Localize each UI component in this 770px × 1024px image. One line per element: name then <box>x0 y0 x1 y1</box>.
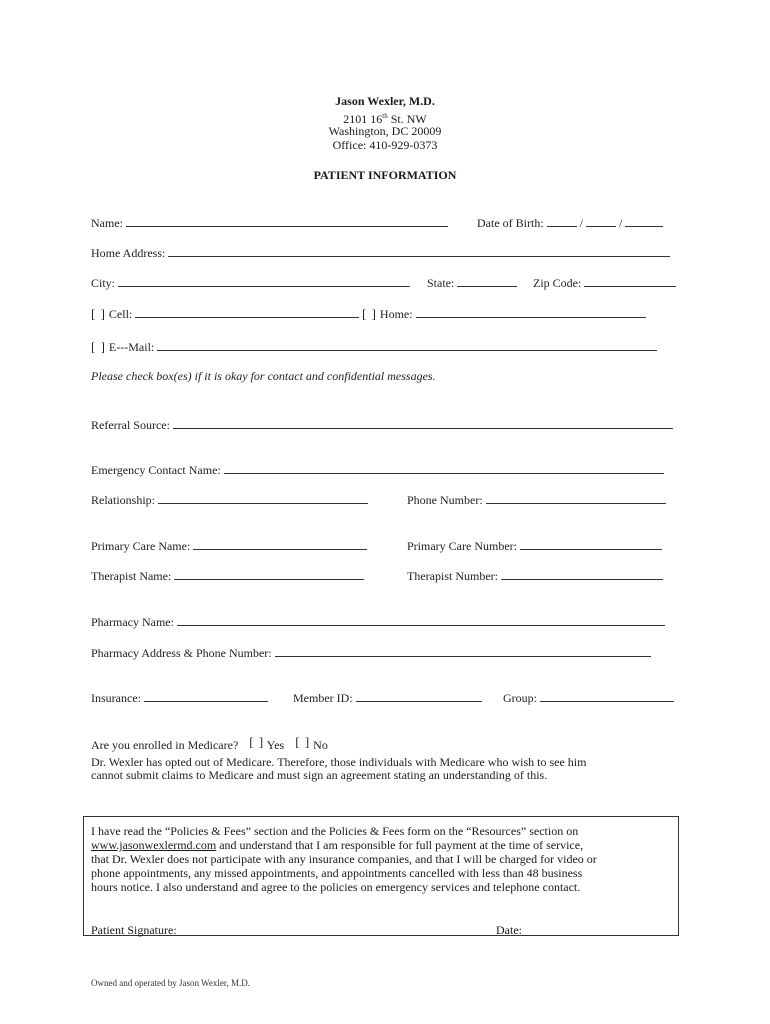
footer-note: Owned and operated by Jason Wexler, M.D. <box>91 978 250 988</box>
email-checkbox[interactable]: [ ] <box>91 339 106 354</box>
insurance-row <box>91 689 268 706</box>
agreement-line-1: I have read the “Policies & Fees” section and the Policies & Fees form on the “Resources” section on <box>91 824 579 838</box>
zip-label: Zip Code: <box>533 276 582 290</box>
pcp-name-row <box>91 537 367 554</box>
pcp-number-label: Primary Care Number: <box>407 539 517 553</box>
check-note: Please check box(es) if it is okay for contact and confidential messages. <box>91 369 436 383</box>
insurance-label: Insurance: <box>91 691 141 705</box>
home-phone-row <box>362 305 646 322</box>
cell-checkbox[interactable]: [ ] <box>91 306 106 321</box>
emergency-label: Emergency Contact Name: <box>91 463 221 477</box>
home-address-field[interactable] <box>168 244 670 257</box>
pcp-name-field[interactable] <box>193 537 367 550</box>
name-label: Name: <box>91 216 123 230</box>
referral-label: Referral Source: <box>91 418 170 432</box>
zip-field[interactable] <box>584 274 676 287</box>
pharmacy-address-label: Pharmacy Address & Phone Number: <box>91 646 272 660</box>
name-field[interactable] <box>126 214 448 227</box>
member-id-row <box>293 689 482 706</box>
group-row <box>503 689 674 706</box>
pharmacy-name-label: Pharmacy Name: <box>91 615 174 629</box>
therapist-name-row <box>91 567 364 584</box>
zip-row <box>533 274 676 291</box>
cell-label: Cell: <box>108 307 133 321</box>
dob-row <box>477 214 663 231</box>
city-label: City: <box>91 276 116 290</box>
city-line: Washington, DC 20009 <box>328 124 442 138</box>
city-field[interactable] <box>118 274 410 287</box>
medicare-yes-checkbox[interactable]: [ ] <box>249 734 265 749</box>
email-label: E---Mail: <box>108 340 155 354</box>
doctor-name: Jason Wexler, M.D. <box>335 94 435 108</box>
website-link[interactable]: www.jasonwexlermd.com <box>91 838 217 852</box>
address-suffix: th <box>382 112 388 120</box>
office-phone: Office: 410-929-0373 <box>332 138 438 152</box>
group-field[interactable] <box>540 689 674 702</box>
relationship-row <box>91 491 368 508</box>
agreement-line-2-rest: and understand that I am responsible for full payment at the time of service, <box>216 838 584 852</box>
home-address-label: Home Address: <box>91 246 166 260</box>
therapist-number-field[interactable] <box>501 567 663 580</box>
relationship-field[interactable] <box>158 491 368 504</box>
home-phone-label: Home: <box>379 307 413 321</box>
medicare-note-2: cannot submit claims to Medicare and must sign an agreement stating an understanding of this. <box>91 768 548 782</box>
medicare-note-1: Dr. Wexler has opted out of Medicare. Therefore, those individuals with Medicare who wish to see him <box>91 755 587 769</box>
signature-field[interactable] <box>91 923 496 936</box>
agreement-line-4: phone appointments, any missed appointments, and appointments cancelled with less than 48 business <box>91 866 583 880</box>
medicare-no-checkbox[interactable]: [ ] <box>295 734 311 749</box>
relationship-label: Relationship: <box>91 493 155 507</box>
dob-month-field[interactable] <box>547 214 577 227</box>
referral-field[interactable] <box>173 416 673 429</box>
form-title: PATIENT INFORMATION <box>313 168 457 182</box>
city-row <box>91 274 410 291</box>
pharmacy-name-row <box>91 613 665 630</box>
pcp-number-field[interactable] <box>520 537 662 550</box>
address-street: St. NW <box>387 112 427 126</box>
pcp-number-row <box>407 537 662 554</box>
cell-row <box>91 305 359 322</box>
agreement-line-5: hours notice. I also understand and agree to the policies on emergency services and telephone contact. <box>91 880 581 894</box>
cell-field[interactable] <box>135 305 359 318</box>
dob-separator: / <box>579 216 583 230</box>
therapist-name-label: Therapist Name: <box>91 569 172 583</box>
emergency-field[interactable] <box>224 461 664 474</box>
home-phone-checkbox[interactable]: [ ] <box>362 306 377 321</box>
dob-day-field[interactable] <box>586 214 616 227</box>
emergency-row <box>91 461 664 478</box>
agreement-line-3: that Dr. Wexler does not participate with any insurance companies, and that I will be charged for video or <box>91 852 597 866</box>
member-id-field[interactable] <box>356 689 482 702</box>
medicare-yes-label: Yes <box>266 738 285 752</box>
pcp-name-label: Primary Care Name: <box>91 539 191 553</box>
email-field[interactable] <box>157 338 657 351</box>
pharmacy-address-row <box>91 644 651 661</box>
medicare-no-label: No <box>313 738 328 752</box>
referral-row <box>91 416 673 433</box>
email-row <box>91 338 657 355</box>
dob-label: Date of Birth: <box>477 216 544 230</box>
medicare-row <box>91 734 328 753</box>
dob-year-field[interactable] <box>625 214 663 227</box>
therapist-number-label: Therapist Number: <box>407 569 498 583</box>
phone-field[interactable] <box>486 491 666 504</box>
address-number: 2101 16 <box>343 112 383 126</box>
date-label: Date: <box>496 923 522 937</box>
home-phone-field[interactable] <box>416 305 646 318</box>
therapist-number-row <box>407 567 663 584</box>
pharmacy-address-field[interactable] <box>275 644 651 657</box>
state-row <box>427 274 517 291</box>
group-label: Group: <box>503 691 537 705</box>
signature-label: Patient Signature: <box>91 923 177 937</box>
state-label: State: <box>427 276 455 290</box>
pharmacy-name-field[interactable] <box>177 613 665 626</box>
home-address-row <box>91 244 670 261</box>
phone-label: Phone Number: <box>407 493 483 507</box>
therapist-name-field[interactable] <box>174 567 364 580</box>
phone-row <box>407 491 666 508</box>
member-id-label: Member ID: <box>293 691 353 705</box>
agreement-line-2 <box>91 838 583 852</box>
name-row <box>91 214 448 231</box>
medicare-question: Are you enrolled in Medicare? <box>91 738 239 752</box>
agreement-box <box>83 816 679 936</box>
dob-separator: / <box>619 216 623 230</box>
insurance-field[interactable] <box>144 689 268 702</box>
date-field[interactable] <box>496 923 666 936</box>
state-field[interactable] <box>457 274 517 287</box>
